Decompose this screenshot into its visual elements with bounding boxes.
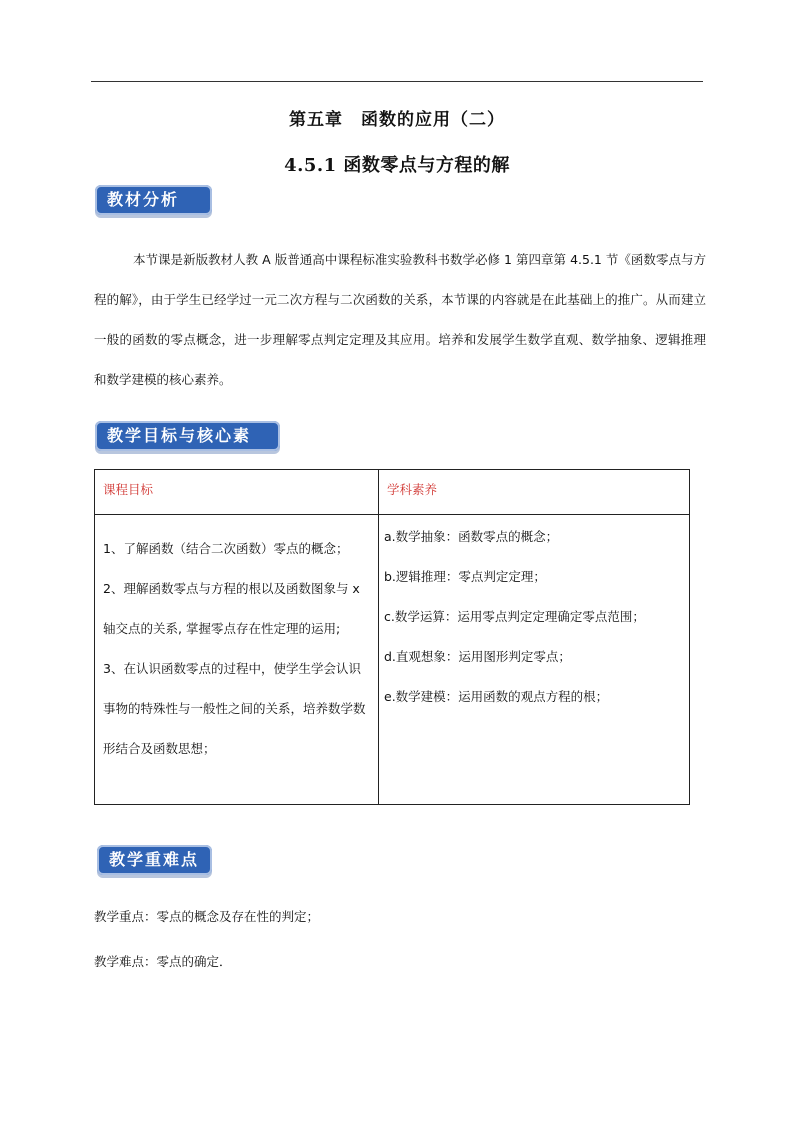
table-row [95,515,690,805]
teaching-focus: 教学重点：零点的概念及存在性的判定； [94,909,320,924]
key-points-badge: 教学重难点 [97,845,212,875]
course-goal-1: 1、了解函数（结合二次函数）零点的概念； [103,541,349,556]
chapter-title: 第五章 函数的应用（二） [289,110,505,130]
header-literacy [379,470,690,515]
course-goals-cell [95,515,379,805]
table-header-row [95,470,690,515]
header-course-goals-label: 课程目标 [103,482,154,497]
header-rule [91,81,703,82]
teaching-difficulty: 教学难点：零点的确定． [94,954,232,969]
course-goal-3: 3、在认识函数零点的过程中，使学生学会认识事物的特殊性与一般性之间的关系，培养数学数形结合及函数思想； [103,661,366,756]
header-literacy-label: 学科素养 [387,482,438,497]
course-goal-2: 2、理解函数零点与方程的根以及函数图象与 x 轴交点的关系, 掌握零点存在性定理的运用; [103,581,360,636]
literacy-cell [379,515,690,805]
literacy-d: d.直观想象：运用图形判定零点； [384,649,571,664]
literacy-a: a.数学抽象：函数零点的概念； [384,529,559,544]
section-title: 4.5.1 函数零点与方程的解 [284,155,510,176]
goals-badge: 教学目标与核心素养 [95,421,280,451]
analysis-badge: 教材分析 [95,185,212,215]
goals-table [94,469,690,805]
analysis-paragraph: 本节课是新版教材人教 A 版普通高中课程标准实验教科书数学必修 1 第四章第 4.5.1 节《函数零点与方程的解》，由于学生已经学过一元二次方程与二次函数的关系，本节课的内容就是在此基础上的推广。从而建立一般的函数的零点概念，进一步理解零点判定定理及其应用。培养和发展学生数学直观、数学抽象、逻辑推理和数学建模的核心素养。 [94,252,706,387]
literacy-c: c.数学运算：运用零点判定定理确定零点范围； [384,609,645,624]
literacy-e: e.数学建模：运用函数的观点方程的根； [384,689,609,704]
literacy-b: b.逻辑推理：零点判定定理； [384,569,546,584]
header-course-goals [95,470,379,515]
